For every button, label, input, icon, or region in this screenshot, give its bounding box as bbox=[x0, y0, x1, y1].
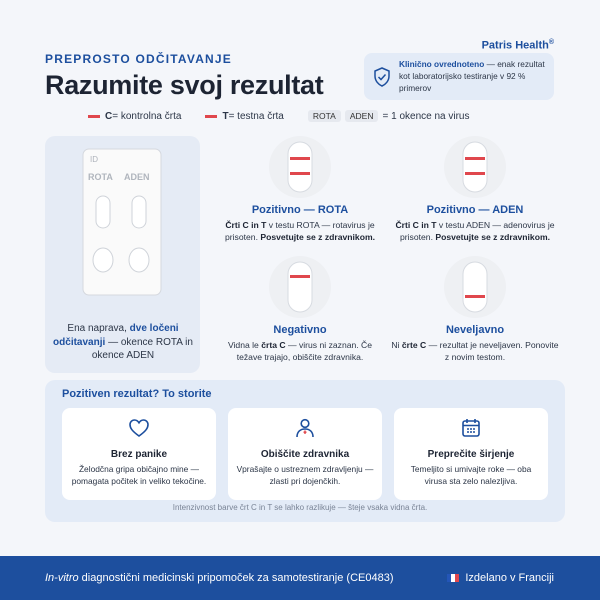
doctor-icon bbox=[293, 416, 317, 440]
result-positive-rota bbox=[215, 135, 385, 243]
window-two-lines-icon bbox=[268, 135, 332, 199]
tile-prevent-spread bbox=[394, 408, 548, 500]
svg-text:ADEN: ADEN bbox=[124, 172, 150, 182]
result-title: Pozitivno — ADEN bbox=[426, 204, 524, 216]
validation-badge bbox=[364, 53, 554, 100]
france-flag-icon bbox=[447, 574, 459, 582]
shield-check-icon bbox=[373, 67, 391, 87]
tile-text: Želodčna gripa običajno mine — pomagata počitek in veliko tekočine. bbox=[71, 464, 207, 486]
svg-text:ID: ID bbox=[90, 155, 98, 164]
tile-title: Obiščite zdravnika bbox=[260, 449, 350, 460]
device-description: Ena naprava, dve ločeni odčitavanji — okence ROTA in okence ADEN bbox=[53, 323, 193, 361]
tile-visit-doctor bbox=[228, 408, 382, 500]
brand-logo: Patris Health® bbox=[481, 39, 554, 52]
panel-heading: Pozitiven rezultat? To storite bbox=[62, 388, 212, 400]
result-text: Ni črte C — rezultat je neveljaven. Ponovite z novim testom. bbox=[391, 340, 559, 362]
result-text: Črti C in T v testu ROTA — rotavirus je prisoten. Posvetujte se z zdravnikom. bbox=[225, 220, 375, 242]
result-title: Neveljavno bbox=[445, 324, 505, 336]
result-positive-aden bbox=[390, 135, 560, 243]
badge-text: Klinično ovrednoteno — enak rezultat kot laboratorijsko testiranje v 92 % primerov bbox=[399, 59, 545, 93]
tile-no-panic bbox=[62, 408, 216, 500]
made-in-france: Izdelano v Franciji bbox=[447, 572, 554, 584]
t-line-swatch bbox=[205, 115, 217, 118]
page-title: Razumite svoj rezultat bbox=[45, 70, 324, 100]
calendar-icon bbox=[459, 416, 483, 440]
heart-icon bbox=[127, 416, 151, 440]
footnote: Intenzivnost barve črt C in T se lahko razlikuje — šteje vsaka vidna črta. bbox=[172, 503, 428, 512]
chip-aden: ADEN bbox=[345, 110, 379, 122]
svg-text:ROTA: ROTA bbox=[88, 172, 113, 182]
footer-bar bbox=[0, 556, 600, 600]
kicker: PREPROSTO ODČITAVANJE bbox=[45, 52, 233, 66]
window-c-line-icon bbox=[268, 255, 332, 319]
tile-text: Vprašajte o ustreznem zdravljenju — zlasti pri dojenčkih. bbox=[236, 464, 374, 486]
tile-title: Preprečite širjenje bbox=[427, 449, 515, 460]
device-card bbox=[45, 136, 200, 373]
positive-actions-panel bbox=[45, 380, 565, 522]
result-text: Črti C in T v testu ADEN — adenovirus je prisoten. Posvetujte se z zdravnikom. bbox=[395, 220, 555, 242]
result-invalid bbox=[390, 255, 560, 363]
result-text: Vidna le črta C — virus ni zaznan. Če težave trajajo, obiščite zdravnika. bbox=[227, 340, 373, 362]
c-line-swatch bbox=[88, 115, 100, 118]
footer-disclaimer: In-vitro diagnostični medicinski pripomoček za samotestiranje (CE0483) bbox=[45, 572, 394, 584]
legend: C = kontrolna črta T = testna črta ROTA ADEN = 1 okence na virus bbox=[88, 110, 469, 122]
result-title: Pozitivno — ROTA bbox=[251, 204, 349, 216]
result-title: Negativno bbox=[273, 324, 327, 336]
tile-text: Temeljito si umivajte roke — oba virusa sta zelo nalezljiva. bbox=[410, 464, 532, 486]
test-device-image bbox=[82, 148, 162, 296]
tile-title: Brez panike bbox=[110, 449, 168, 460]
chip-rota: ROTA bbox=[308, 110, 341, 122]
result-negative bbox=[215, 255, 385, 363]
window-t-line-icon bbox=[443, 255, 507, 319]
window-two-lines-icon bbox=[443, 135, 507, 199]
